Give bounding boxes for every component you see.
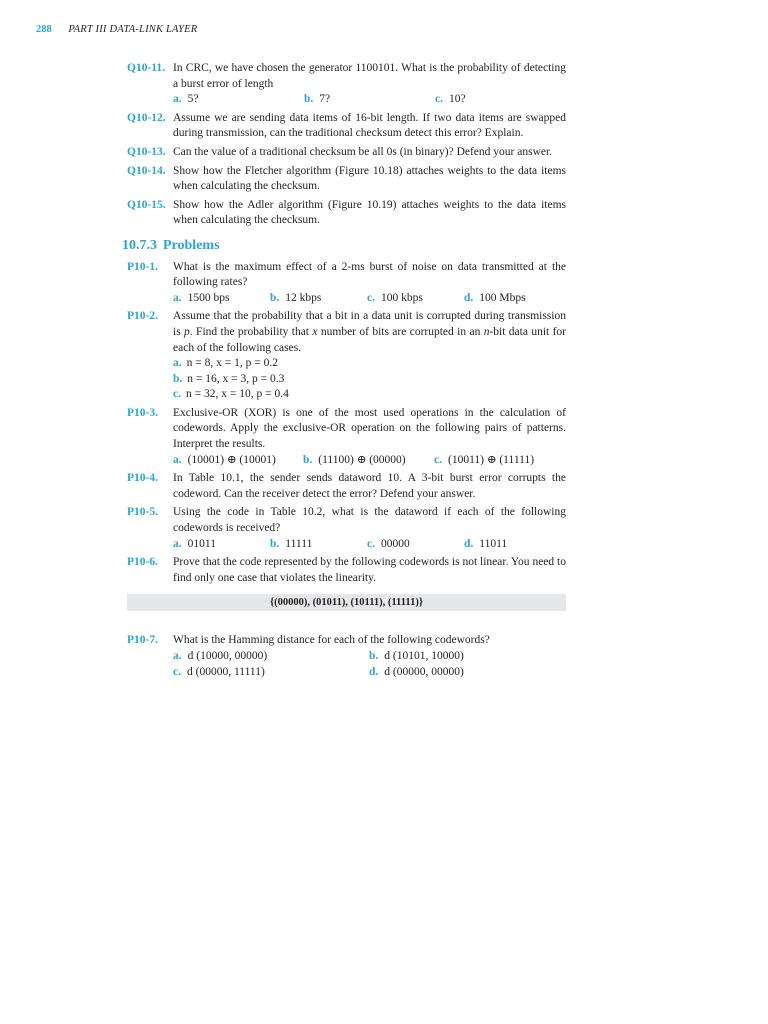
problem-text: Prove that the code represented by the following codewords is not linear. You need to find only one case that violates the linearity. [173,556,566,584]
option-letter: c. [367,291,375,304]
option-text: 5? [187,93,199,106]
option [367,291,464,307]
question-text: Show how the Adler algorithm (Figure 10.19) attaches weights to the data items when calculating the checksum. [173,198,566,227]
option-letter: a. [173,93,182,106]
option-text: 100 Mbps [479,291,526,304]
option-letter: d. [464,537,474,550]
problem-label: P10-5. [127,506,158,519]
option-letter: b. [270,537,280,550]
answer-options [173,665,566,681]
option-letter: d. [369,665,379,678]
section-heading [122,238,566,254]
question-q10-13 [127,145,566,161]
question-q10-14 [127,164,566,195]
option-letter: b. [369,650,379,662]
question-label: Q10-13. [127,145,166,158]
option [367,537,464,553]
codeword-set-box: {(00000), (01011), (10111), (11111)} [127,594,566,611]
case-item [173,372,566,388]
question-text: Assume we are sending data items of 16-bit length. If two data items are swapped during transmission, can the traditional checksum detect this error? Explain. [173,111,566,140]
option [434,453,534,469]
option-text: 1500 bps [187,291,230,304]
option-letter: c. [173,388,181,401]
option-letter: b. [304,93,314,106]
text-run: Assume that the probability that a bit in a data unit is corrupted during transmission is [173,310,566,338]
option [173,291,270,307]
problem-label: P10-3. [127,406,158,419]
option [270,291,367,307]
question-text: In CRC, we have chosen the generator 1100101. What is the probability of detecting a burst error of length [173,62,566,90]
option [173,665,369,681]
problem-label: P10-2. [127,310,158,323]
text-run: . Find the probability that [189,325,313,338]
case-text: n = 32, x = 10, p = 0.4 [185,388,289,401]
page-content [122,61,566,683]
section-number: 10.7.3 [122,237,157,253]
option-text: (10011) ⊕ (11111) [447,453,535,466]
option [435,92,566,108]
problem-text: What is the maximum effect of a 2-ms burst of noise on data transmitted at the following rates? [173,260,566,289]
problem-p10-1 [127,260,566,307]
text-run: -bit data unit for each of the following cases. [173,325,566,354]
option-letter: c. [435,93,443,106]
problem-p10-7 [127,633,566,680]
variable-p: p [184,325,190,338]
problem-p10-4 [127,471,566,502]
problem-p10-2 [127,309,566,403]
case-item [173,387,566,403]
option [173,537,270,553]
question-label: Q10-11. [127,62,166,74]
option [304,92,435,108]
problem-text: Using the code in Table 10.2, what is the dataword if each of the following codewords is received? [173,506,566,535]
option-letter: b. [173,372,183,385]
option-letter: a. [173,291,182,304]
option-letter: c. [173,665,181,678]
option-letter: b. [270,291,280,304]
option-letter: b. [303,453,313,466]
case-text: n = 16, x = 3, p = 0.3 [187,372,285,385]
option [303,453,434,469]
question-q10-12 [127,111,566,142]
problem-text: Exclusive-OR (XOR) is one of the most used operations in the calculation of codewords. Apply the exclusive-OR operation on the following pairs of patterns. Interpret the results. [173,406,566,451]
problem-label: P10-4. [127,472,158,485]
option-letter: a. [173,537,182,550]
problem-label: P10-1. [127,260,158,273]
section-title: Problems [163,237,220,253]
page-number: 288 [36,24,52,35]
option-text: 7? [319,93,331,106]
option [173,649,369,665]
text-run: number of bits are corrupted in an [317,325,484,338]
option [464,537,561,553]
option-letter: a. [173,453,182,466]
case-item [173,356,566,372]
running-title: PART III DATA-LINK LAYER [68,24,198,35]
variable-x: x [312,325,318,338]
option [270,537,367,553]
question-text: Can the value of a traditional checksum be all 0s (in binary)? Defend your answer. [173,145,553,158]
problem-text: In Table 10.1, the sender sends dataword 10. A 3-bit burst error corrupts the codeword. Can the receiver detect the error? Defend your answer. [173,472,566,500]
option-text: 01011 [187,537,216,550]
question-q10-15 [127,198,566,229]
option [173,453,303,469]
problem-text: What is the Hamming distance for each of the following codewords? [173,634,490,647]
problem-p10-3 [127,406,566,468]
option-text: d (10000, 00000) [187,650,268,662]
option-text: 00000 [380,537,410,550]
running-head [36,24,197,35]
question-label: Q10-12. [127,111,166,124]
option-letter: c. [434,453,442,466]
option-text: 10? [448,93,466,106]
option-text: 11011 [479,537,508,550]
answer-options [173,649,566,665]
option-text: d (10101, 10000) [384,650,464,662]
option [173,92,304,108]
option [369,665,565,681]
question-label: Q10-15. [127,198,166,211]
option-text: d (00000, 11111) [186,665,265,678]
option [369,649,565,665]
option-letter: a. [173,357,182,370]
answer-options [173,291,566,307]
problem-p10-5 [127,505,566,552]
option-text: 11111 [285,537,313,550]
problem-label: P10-6. [127,556,158,569]
option [464,291,561,307]
option-text: (10001) ⊕ (10001) [187,453,276,466]
problem-p10-6 [127,555,566,586]
answer-options [173,92,566,108]
answer-options [173,537,566,553]
case-text: n = 8, x = 1, p = 0.2 [186,357,278,370]
variable-n: n [483,325,490,338]
option-text: 100 kbps [380,291,423,304]
option-letter: c. [367,537,375,550]
question-q10-11 [127,61,566,108]
option-letter: a. [173,650,182,662]
option-text: (11100) ⊕ (00000) [318,453,406,466]
question-label: Q10-14. [127,164,166,177]
option-text: d (00000, 00000) [384,665,464,678]
option-text: 12 kbps [285,291,322,304]
question-text: Show how the Fletcher algorithm (Figure 10.18) attaches weights to the data items when calculating the checksum. [173,164,566,193]
option-letter: d. [464,291,474,304]
problem-text [173,309,566,356]
answer-options [173,453,566,469]
problem-label: P10-7. [127,634,158,647]
